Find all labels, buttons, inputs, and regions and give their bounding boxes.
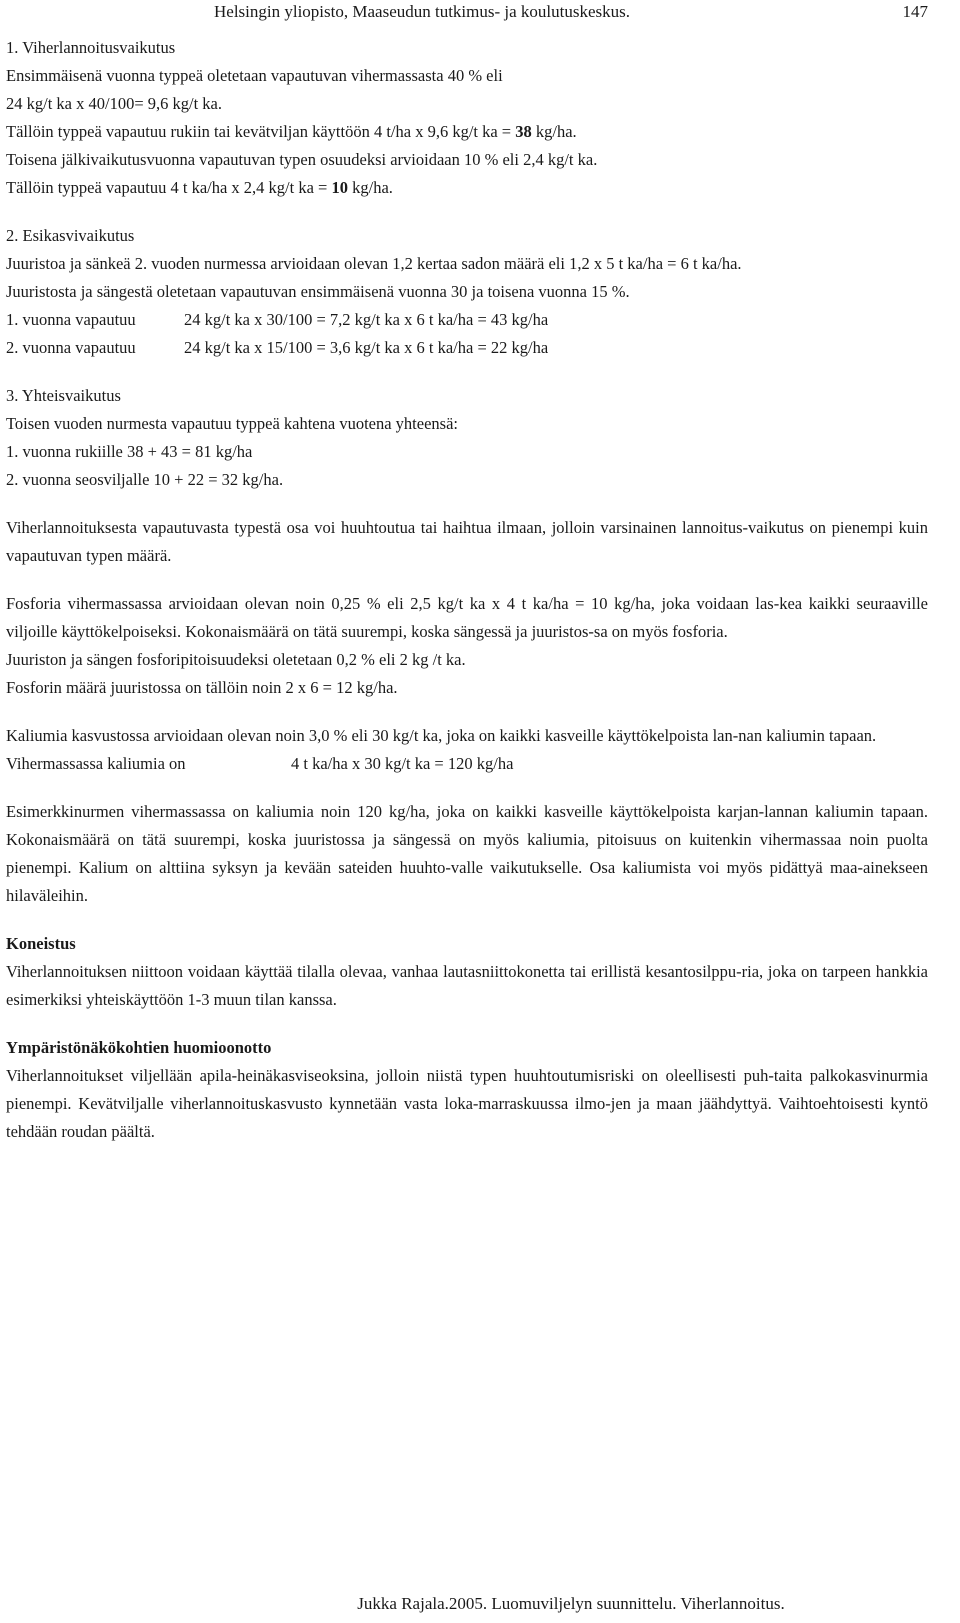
page-header xyxy=(214,0,928,26)
text-span: Tällöin typpeä vapautuu rukiin tai kevätviljan käyttöön 4 t/ha x 9,6 kg/t ka = xyxy=(6,122,516,141)
page-footer: Jukka Rajala.2005. Luomuviljelyn suunnittelu. Viherlannoitus. xyxy=(357,1594,785,1613)
text-span: kg/ha. xyxy=(347,178,393,197)
bold-value: 10 xyxy=(331,178,348,197)
section-3-title: 3. Yhteisvaikutus xyxy=(6,386,121,405)
section-1-title: 1. Viherlannoitusvaikutus xyxy=(6,38,176,57)
section-3-line: 1. vuonna rukiille 38 + 43 = 81 kg/ha xyxy=(6,442,253,461)
section-1-line: Toisena jälkivaikutusvuonna vapautuvan typen osuudeksi arvioidaan 10 % eli 2,4 kg/t ka. xyxy=(6,150,598,169)
calc-label: 2. vuonna vapautuu xyxy=(6,338,136,357)
section-3-line: 2. vuonna seosviljalle 10 + 22 = 32 kg/ha. xyxy=(6,470,284,489)
section-1-line: Ensimmäisenä vuonna typpeä oletetaan vapautuvan vihermassasta 40 % eli xyxy=(6,66,503,85)
section-1-line: 24 kg/t ka x 40/100= 9,6 kg/t ka. xyxy=(6,94,222,113)
koneistus-text: Viherlannoituksen niittoon voidaan käyttää tilalla olevaa, vanhaa lautasniittokonetta tai erillistä kesantosilppu-ria, joka on tarpeen hankkia esimerkiksi yhteiskäyttöön 1-3 muun tilan kanssa. xyxy=(6,962,928,1009)
environment-text: Viherlannoitukset viljellään apila-heinäkasviseoksina, jolloin niistä typen huuhtoutumisriski on oleellisesti puh-taita palkokasvinurmia pienempi. Kevätviljalle viherlannoituskasvusto kynnetään vasta loka-marraskuussa ilmo-jen ja maan jäähdyttyä. Vaihtoehtoisesti kyntö tehdään roudan päältä. xyxy=(6,1066,928,1141)
section-2-line: Juuristoa ja sänkeä 2. vuoden nurmessa arvioidaan olevan 1,2 kertaa sadon määrä eli 1,2 x 5 t ka/ha = 6 t ka/ha. xyxy=(6,254,742,273)
section-2-line: Juuristosta ja sängestä oletetaan vapautuvan ensimmäisenä vuonna 30 ja toisena vuonna 15 %. xyxy=(6,282,630,301)
header-text: Helsingin yliopisto, Maaseudun tutkimus- ja koulutuskeskus. xyxy=(214,2,631,21)
page-number: 147 xyxy=(902,2,928,21)
environment-heading: Ympäristönäkökohtien huomioonotto xyxy=(6,1038,272,1057)
paragraph-phosphorus: Fosforia vihermassassa arvioidaan olevan noin 0,25 % eli 2,5 kg/t ka x 4 t ka/ha = 10 kg/ha, joka voidaan las-kea kaikki seuraaville viljoille käyttökelpoiseksi. Kokonaismäärä on tätä suurempi, koska sängessä ja juuristos-sa on myös fosforia. xyxy=(6,594,928,641)
text-span: Tällöin typpeä vapautuu 4 t ka/ha x 2,4 kg/t ka = xyxy=(6,178,332,197)
calc-value: 24 kg/t ka x 15/100 = 3,6 kg/t ka x 6 t ka/ha = 22 kg/ha xyxy=(184,338,549,357)
paragraph-leaching: Viherlannoituksesta vapautuvasta typestä osa voi huuhtoutua tai haihtua ilmaan, jolloin varsinainen lannoitus-vaikutus on pienempi kuin vapautuvan typen määrä. xyxy=(6,518,928,565)
page-content xyxy=(6,34,928,1146)
calc-value: 4 t ka/ha x 30 kg/t ka = 120 kg/ha xyxy=(291,754,514,773)
calc-row xyxy=(6,306,928,334)
calc-value: 24 kg/t ka x 30/100 = 7,2 kg/t ka x 6 t ka/ha = 43 kg/ha xyxy=(184,310,549,329)
phosphorus-line: Fosforin määrä juuristossa on tällöin noin 2 x 6 = 12 kg/ha. xyxy=(6,678,398,697)
bold-value: 38 xyxy=(515,122,532,141)
phosphorus-line: Juuriston ja sängen fosforipitoisuudeksi oletetaan 0,2 % eli 2 kg /t ka. xyxy=(6,650,466,669)
paragraph-potassium-example: Esimerkkinurmen vihermassassa on kaliumia noin 120 kg/ha, joka on kaikki kasveille käyttökelpoista karjan-lannan kaliumin tapaan. Kokonaismäärä on tätä suurempi, koska juuristossa ja sängessä on myös kaliumia, pitoisuus on kuitenkin vihermassaa noin puolta pienempi. Kalium on alttiina syksyn ja kevään sateiden huuhto-valle vaikutukselle. Osa kaliumista voi myös pidättyä maa-ainekseen hilaväleihin. xyxy=(6,802,928,905)
section-2-title: 2. Esikasvivaikutus xyxy=(6,226,135,245)
text-span: kg/ha. xyxy=(531,122,577,141)
koneistus-heading: Koneistus xyxy=(6,934,76,953)
calc-label: 1. vuonna vapautuu xyxy=(6,310,136,329)
section-3-line: Toisen vuoden nurmesta vapautuu typpeä kahtena vuotena yhteensä: xyxy=(6,414,458,433)
calc-row xyxy=(6,334,928,362)
calc-row xyxy=(6,750,928,778)
section-1-line xyxy=(6,174,928,202)
calc-label: Vihermassassa kaliumia on xyxy=(6,754,186,773)
section-1-line xyxy=(6,118,928,146)
paragraph-potassium: Kaliumia kasvustossa arvioidaan olevan noin 3,0 % eli 30 kg/t ka, joka on kaikki kasveille käyttökelpoista lan-nan kaliumin tapaan. xyxy=(6,726,877,745)
